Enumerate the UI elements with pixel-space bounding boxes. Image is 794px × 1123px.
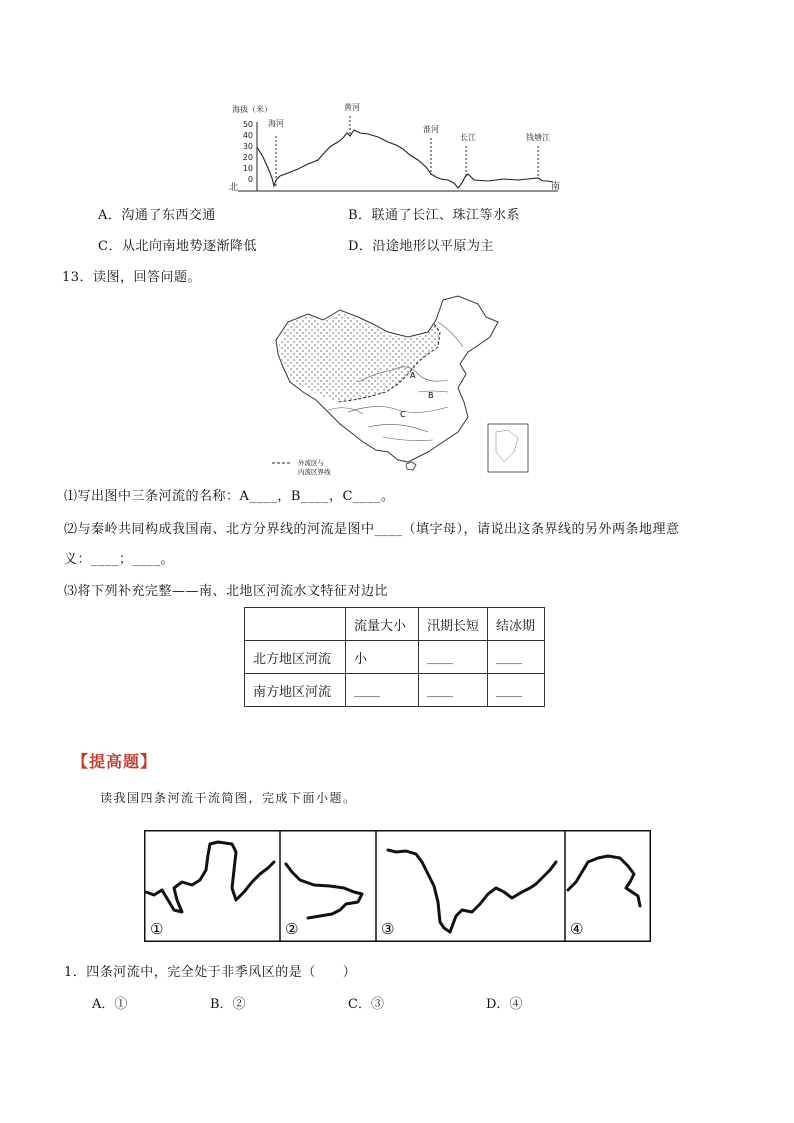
profile-ytick: 40 (242, 131, 253, 140)
profile-ytick: 30 (242, 142, 253, 151)
profile-ytick: 50 (242, 120, 253, 129)
legend-text-line2: 内流区界线 (298, 468, 331, 476)
profile-ytick: 0 (247, 175, 253, 184)
table-row (245, 641, 545, 674)
table-header-row (245, 608, 545, 641)
south-sea-inset (488, 424, 528, 472)
table-cell: ____ (419, 641, 488, 674)
table-cell: ____ (488, 641, 545, 674)
profile-river-label: 黄河 (344, 103, 360, 112)
river-sketch-2 (286, 864, 362, 918)
advanced-section-header: 【提高题】 (72, 752, 158, 771)
profile-ytick: 20 (242, 153, 253, 162)
table-header-cell (245, 608, 346, 641)
map-label-b: B (428, 391, 434, 400)
table-header-cell: 汛期长短 (419, 608, 488, 641)
panel-number-3: ③ (381, 920, 395, 938)
terrain-profile-figure (228, 100, 568, 195)
legend-text-line1: 外流区与 (298, 459, 324, 467)
advanced-option-a: A．① (92, 997, 128, 1012)
table-cell: ____ (419, 674, 488, 707)
q13-part3: ⑶将下列补充完整——南、北地区河流水文特征对边比 (64, 584, 389, 599)
river-sketch-1 (146, 842, 274, 912)
panel-number-1: ① (150, 920, 164, 938)
table-cell: 南方地区河流 (245, 674, 346, 707)
table-cell: 北方地区河流 (245, 641, 346, 674)
profile-river-label: 淮河 (423, 125, 439, 134)
table-header-cell: 流量大小 (346, 608, 419, 641)
advanced-intro: 读我国四条河流干流简图，完成下面小题。 (100, 791, 357, 805)
profile-south: 南 (551, 182, 561, 192)
profile-terrain-line (257, 130, 553, 188)
panel-number-2: ② (285, 920, 299, 938)
q13-part2-line2: 义：____；____。 (64, 552, 175, 567)
map-label-c: C (400, 410, 406, 419)
profile-ylabel: 海拔（米） (232, 105, 272, 114)
profile-ytick: 10 (242, 164, 253, 173)
q12-option-c: C．从北向南地势逐渐降低 (98, 239, 257, 254)
table-cell: 小 (346, 641, 419, 674)
panel-number-4: ④ (570, 920, 584, 938)
q13-part2-line1: ⑵与秦岭共同构成我国南、北方分界线的河流是图中____（填字母），请说出这条界线的另外两条地理意 (64, 522, 680, 537)
river-c (348, 406, 448, 412)
q12-option-a: A．沟通了东西交通 (98, 208, 216, 223)
four-river-sketches (144, 830, 651, 942)
inland-region-shading (278, 312, 440, 402)
advanced-question-1: 1．四条河流中，完全处于非季风区的是（ ） (64, 965, 357, 980)
profile-river-label: 长江 (460, 133, 476, 142)
hydrology-comparison-table (244, 607, 545, 707)
profile-river-label: 海河 (268, 119, 284, 128)
china-river-map (268, 292, 543, 480)
map-label-a: A (410, 371, 416, 380)
profile-river-label: 钱塘江 (526, 133, 550, 142)
table-cell: ____ (488, 674, 545, 707)
hainan-island (406, 462, 416, 470)
river-sketch-4 (568, 856, 640, 906)
profile-north: 北 (229, 183, 239, 193)
q13-part1: ⑴写出图中三条河流的名称：A____，B____，C____。 (64, 489, 395, 504)
table-cell: ____ (346, 674, 419, 707)
advanced-option-d: D．④ (486, 997, 523, 1012)
table-row (245, 674, 545, 707)
q13-stem: 13．读图，回答问题。 (62, 270, 202, 285)
q12-option-b: B．联通了长江、珠江等水系 (348, 208, 521, 223)
river-sketch-3 (388, 850, 556, 932)
table-header-cell: 结冰期 (488, 608, 545, 641)
advanced-option-c: C．③ (348, 997, 384, 1012)
q12-option-d: D．沿途地形以平原为主 (348, 239, 494, 254)
advanced-option-b: B．② (210, 997, 246, 1012)
